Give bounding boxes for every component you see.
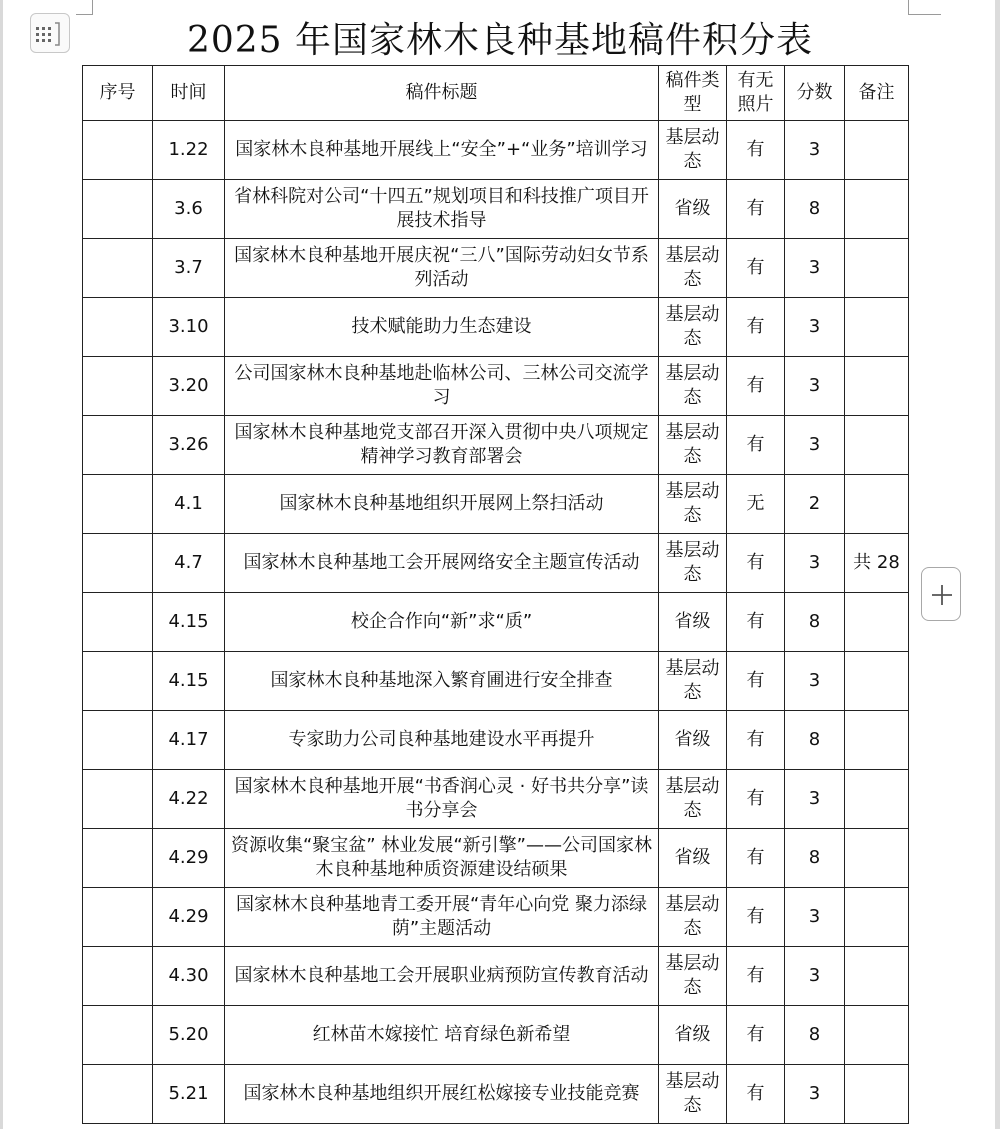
cell-type: 基层动态 [659, 121, 727, 180]
cell-score: 3 [785, 652, 845, 711]
cell-remark [845, 357, 909, 416]
cell-remark-total: 共 28 [845, 534, 909, 593]
cell-remark [845, 121, 909, 180]
cell-headline: 国家林木良种基地工会开展职业病预防宣传教育活动 [225, 947, 659, 1006]
cell-time: 4.30 [153, 947, 225, 1006]
cell-remark [845, 947, 909, 1006]
cell-time: 3.6 [153, 180, 225, 239]
table-row [83, 593, 909, 652]
cell-index [83, 1006, 153, 1065]
cell-type: 基层动态 [659, 652, 727, 711]
cell-score: 3 [785, 770, 845, 829]
cell-remark [845, 1065, 909, 1124]
cell-index [83, 829, 153, 888]
cell-index [83, 121, 153, 180]
table-row [83, 416, 909, 475]
cell-score: 8 [785, 180, 845, 239]
cell-headline: 国家林木良种基地深入繁育圃进行安全排查 [225, 652, 659, 711]
cell-headline: 国家林木良种基地开展线上“安全”+“业务”培训学习 [225, 121, 659, 180]
cell-index [83, 711, 153, 770]
header-photo: 有无照片 [727, 66, 785, 121]
cell-type: 基层动态 [659, 475, 727, 534]
cell-type: 省级 [659, 180, 727, 239]
cell-type: 基层动态 [659, 416, 727, 475]
table-row [83, 711, 909, 770]
cell-photo: 无 [727, 475, 785, 534]
cell-index [83, 475, 153, 534]
cell-time: 4.15 [153, 593, 225, 652]
cell-index [83, 239, 153, 298]
cell-index [83, 888, 153, 947]
cell-headline: 国家林木良种基地组织开展红松嫁接专业技能竞赛 [225, 1065, 659, 1124]
cell-headline: 专家助力公司良种基地建设水平再提升 [225, 711, 659, 770]
cell-remark [845, 593, 909, 652]
cell-type: 基层动态 [659, 1065, 727, 1124]
cell-photo: 有 [727, 652, 785, 711]
cell-index [83, 534, 153, 593]
document-title: 2025 年国家林木良种基地稿件积分表 [186, 20, 814, 61]
table-row [83, 534, 909, 593]
header-remark: 备注 [845, 66, 909, 121]
cell-index [83, 947, 153, 1006]
table-drag-handle[interactable] [30, 13, 70, 53]
cell-index [83, 593, 153, 652]
cell-score: 8 [785, 711, 845, 770]
cell-photo: 有 [727, 711, 785, 770]
cell-headline: 技术赋能助力生态建设 [225, 298, 659, 357]
cell-index [83, 298, 153, 357]
left-page-edge [0, 0, 3, 1129]
table-row [83, 888, 909, 947]
cell-remark [845, 770, 909, 829]
cell-headline: 省林科院对公司“十四五”规划项目和科技推广项目开展技术指导 [225, 180, 659, 239]
cell-headline: 国家林木良种基地党支部召开深入贯彻中央八项规定精神学习教育部署会 [225, 416, 659, 475]
cell-time: 3.7 [153, 239, 225, 298]
right-scrollbar-track[interactable] [995, 0, 1000, 1129]
cell-remark [845, 888, 909, 947]
table-row [83, 947, 909, 1006]
cell-headline: 资源收集“聚宝盆” 林业发展“新引擎”——公司国家林木良种基地种质资源建设结硕果 [225, 829, 659, 888]
crop-mark-top-right [908, 0, 941, 15]
cell-photo: 有 [727, 770, 785, 829]
cell-time: 4.15 [153, 652, 225, 711]
cell-score: 8 [785, 1006, 845, 1065]
drag-dots-icon [31, 14, 71, 54]
cell-photo: 有 [727, 1065, 785, 1124]
header-index: 序号 [83, 66, 153, 121]
cell-score: 2 [785, 475, 845, 534]
cell-headline: 国家林木良种基地组织开展网上祭扫活动 [225, 475, 659, 534]
cell-score: 3 [785, 121, 845, 180]
table-row [83, 770, 909, 829]
header-headline: 稿件标题 [225, 66, 659, 121]
cell-photo: 有 [727, 1006, 785, 1065]
cell-headline: 红林苗木嫁接忙 培育绿色新希望 [225, 1006, 659, 1065]
cell-type: 省级 [659, 1006, 727, 1065]
cell-score: 3 [785, 888, 845, 947]
cell-type: 基层动态 [659, 534, 727, 593]
cell-time: 4.29 [153, 888, 225, 947]
cell-photo: 有 [727, 180, 785, 239]
cell-time: 5.21 [153, 1065, 225, 1124]
table-row [83, 829, 909, 888]
table-row [83, 239, 909, 298]
cell-score: 3 [785, 239, 845, 298]
cell-time: 4.29 [153, 829, 225, 888]
cell-remark [845, 180, 909, 239]
cell-index [83, 357, 153, 416]
cell-index [83, 416, 153, 475]
cell-photo: 有 [727, 416, 785, 475]
cell-headline: 公司国家林木良种基地赴临林公司、三林公司交流学习 [225, 357, 659, 416]
cell-index [83, 652, 153, 711]
cell-score: 3 [785, 357, 845, 416]
cell-photo: 有 [727, 534, 785, 593]
cell-photo: 有 [727, 239, 785, 298]
table-row [83, 652, 909, 711]
cell-type: 基层动态 [659, 888, 727, 947]
cell-time: 3.20 [153, 357, 225, 416]
cell-remark [845, 1006, 909, 1065]
cell-photo: 有 [727, 947, 785, 1006]
cell-score: 3 [785, 416, 845, 475]
cell-photo: 有 [727, 888, 785, 947]
cell-type: 基层动态 [659, 770, 727, 829]
table-row [83, 121, 909, 180]
cell-index [83, 1065, 153, 1124]
cell-photo: 有 [727, 357, 785, 416]
table-row [83, 298, 909, 357]
cell-score: 3 [785, 947, 845, 1006]
cell-type: 基层动态 [659, 298, 727, 357]
header-score: 分数 [785, 66, 845, 121]
table-row [83, 357, 909, 416]
table-row [83, 475, 909, 534]
cell-type: 基层动态 [659, 947, 727, 1006]
cell-time: 5.20 [153, 1006, 225, 1065]
cell-photo: 有 [727, 298, 785, 357]
header-type: 稿件类型 [659, 66, 727, 121]
cell-headline: 国家林木良种基地开展“书香润心灵 · 好书共分享”读书分享会 [225, 770, 659, 829]
cell-photo: 有 [727, 829, 785, 888]
cell-score: 3 [785, 534, 845, 593]
cell-type: 基层动态 [659, 357, 727, 416]
cell-remark [845, 475, 909, 534]
cell-index [83, 770, 153, 829]
cell-type: 省级 [659, 829, 727, 888]
header-time: 时间 [153, 66, 225, 121]
cell-index [83, 180, 153, 239]
cell-score: 3 [785, 298, 845, 357]
cell-time: 4.1 [153, 475, 225, 534]
cell-remark [845, 652, 909, 711]
cell-remark [845, 829, 909, 888]
plus-icon [922, 568, 962, 622]
table-header-row [83, 66, 909, 121]
cell-time: 3.26 [153, 416, 225, 475]
cell-time: 4.22 [153, 770, 225, 829]
table-row [83, 180, 909, 239]
cell-headline: 国家林木良种基地开展庆祝“三八”国际劳动妇女节系列活动 [225, 239, 659, 298]
cell-score: 8 [785, 829, 845, 888]
cell-remark [845, 239, 909, 298]
cell-time: 3.10 [153, 298, 225, 357]
cell-time: 4.17 [153, 711, 225, 770]
cell-headline: 国家林木良种基地工会开展网络安全主题宣传活动 [225, 534, 659, 593]
cell-headline: 校企合作向“新”求“质” [225, 593, 659, 652]
table-row [83, 1006, 909, 1065]
cell-type: 省级 [659, 593, 727, 652]
cell-remark [845, 416, 909, 475]
cell-score: 8 [785, 593, 845, 652]
cell-time: 4.7 [153, 534, 225, 593]
table-row [83, 1065, 909, 1124]
cell-remark [845, 298, 909, 357]
cell-score: 3 [785, 1065, 845, 1124]
cell-photo: 有 [727, 121, 785, 180]
cell-headline: 国家林木良种基地青工委开展“青年心向党 聚力添绿荫”主题活动 [225, 888, 659, 947]
cell-time: 1.22 [153, 121, 225, 180]
cell-remark [845, 711, 909, 770]
cell-photo: 有 [727, 593, 785, 652]
cell-type: 省级 [659, 711, 727, 770]
cell-type: 基层动态 [659, 239, 727, 298]
crop-mark-top-left [76, 0, 93, 15]
add-column-button[interactable] [921, 567, 961, 621]
score-table [82, 65, 909, 1124]
